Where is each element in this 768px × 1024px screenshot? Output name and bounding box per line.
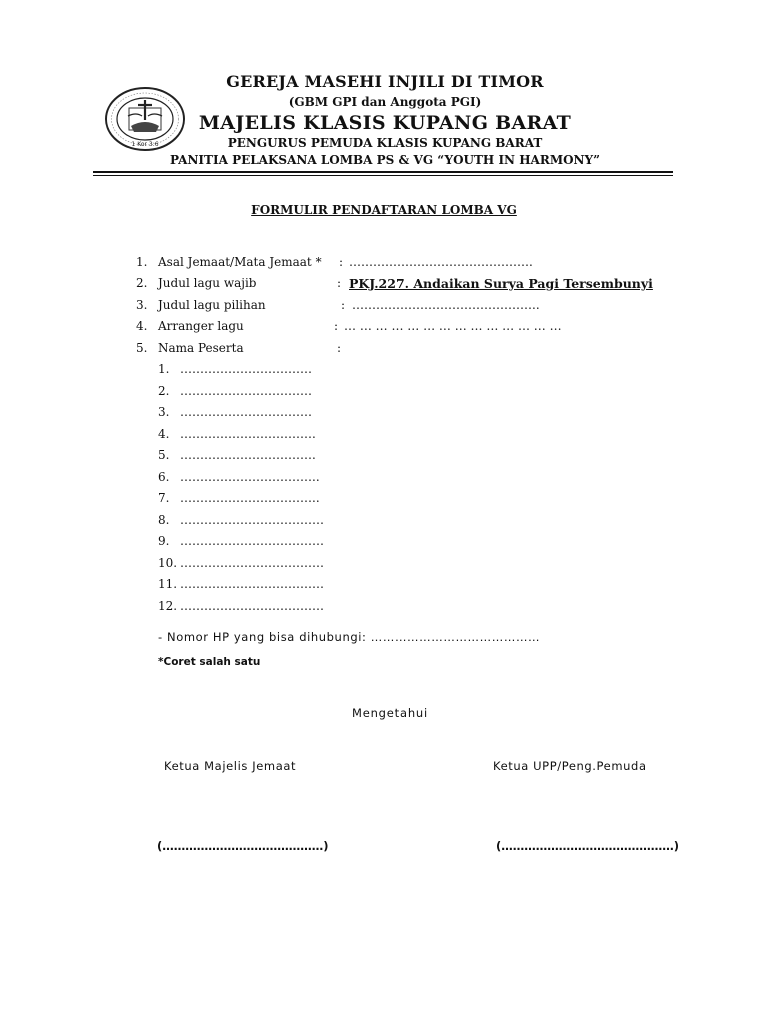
svg-text:1 Kor 3:6: 1 Kor 3:6 bbox=[131, 141, 159, 148]
field-colon: : bbox=[341, 298, 346, 312]
participant-blank[interactable]: ……………………………. bbox=[180, 448, 316, 462]
participant-item[interactable] bbox=[158, 362, 312, 376]
church-seal-logo bbox=[104, 86, 186, 152]
participant-blank[interactable]: …………………………….. bbox=[180, 491, 320, 505]
participant-item[interactable] bbox=[158, 513, 324, 527]
participant-item[interactable] bbox=[158, 384, 312, 398]
form-title: FORMULIR PENDAFTARAN LOMBA VG bbox=[251, 203, 517, 217]
letterhead-rule-thin bbox=[93, 175, 673, 176]
chosen-song-blank[interactable]: ……………………………………….. bbox=[352, 298, 540, 312]
field-number: 4. bbox=[136, 319, 148, 333]
field-number: 2. bbox=[136, 276, 148, 290]
participant-item[interactable] bbox=[158, 556, 324, 570]
field-colon: : bbox=[339, 255, 344, 269]
letterhead-rule-thick bbox=[93, 171, 673, 173]
participant-item[interactable] bbox=[158, 448, 316, 462]
church-affiliation: (GBM GPI dan Anggota PGI) bbox=[288, 95, 482, 109]
youth-board-name: PENGURUS PEMUDA KLASIS KUPANG BARAT bbox=[227, 136, 543, 150]
participant-item[interactable] bbox=[158, 405, 312, 419]
field-label: Judul lagu wajib bbox=[158, 276, 257, 290]
participant-number: 4. bbox=[158, 427, 170, 441]
participant-item[interactable] bbox=[158, 577, 324, 591]
participant-number: 6. bbox=[158, 470, 170, 484]
participant-item[interactable] bbox=[158, 534, 324, 548]
participant-number: 9. bbox=[158, 534, 170, 548]
contact-phone-field[interactable]: - Nomor HP yang bisa dihubungi: …………………………………… bbox=[158, 630, 541, 644]
acknowledgement-label: Mengetahui bbox=[352, 706, 428, 720]
strike-note: *Coret salah satu bbox=[158, 656, 261, 668]
participant-number: 7. bbox=[158, 491, 170, 505]
participant-blank[interactable]: …………………………… bbox=[180, 362, 312, 376]
field-colon: : bbox=[334, 319, 339, 333]
field-label: Judul lagu pilihan bbox=[158, 298, 266, 312]
participant-item[interactable] bbox=[158, 427, 316, 441]
field-number: 1. bbox=[136, 255, 148, 269]
mandatory-song-title: PKJ.227. Andaikan Surya Pagi Tersembunyi bbox=[349, 276, 653, 291]
participant-blank[interactable]: …………………………….. bbox=[180, 470, 320, 484]
field-colon: : bbox=[337, 341, 342, 355]
participant-number: 8. bbox=[158, 513, 170, 527]
field-number: 3. bbox=[136, 298, 148, 312]
field-label: Nama Peserta bbox=[158, 341, 244, 355]
field-label: Arranger lagu bbox=[158, 319, 244, 333]
participant-item[interactable] bbox=[158, 491, 320, 505]
classis-council-name: MAJELIS KLASIS KUPANG BARAT bbox=[198, 112, 572, 134]
participant-blank[interactable]: …………………………… bbox=[180, 405, 312, 419]
participant-blank[interactable]: ……………………………… bbox=[180, 513, 324, 527]
participant-number: 12. bbox=[158, 599, 178, 613]
participant-number: 11. bbox=[158, 577, 178, 591]
participant-blank[interactable]: ……………………………… bbox=[180, 599, 324, 613]
committee-name: PANITIA PELAKSANA LOMBA PS & VG “YOUTH IN HARMONY” bbox=[170, 153, 600, 167]
participant-blank[interactable]: ……………………………. bbox=[180, 427, 316, 441]
left-signature-line[interactable]: (……………………………………) bbox=[157, 839, 329, 853]
participant-item[interactable] bbox=[158, 599, 324, 613]
church-name: GEREJA MASEHI INJILI DI TIMOR bbox=[226, 72, 544, 91]
participant-blank[interactable]: ……………………………… bbox=[180, 577, 324, 591]
participant-blank[interactable]: ……………………………… bbox=[180, 556, 324, 570]
participant-number: 1. bbox=[158, 362, 170, 376]
participant-item[interactable] bbox=[158, 470, 320, 484]
right-signatory-title: Ketua UPP/Peng.Pemuda bbox=[493, 759, 647, 773]
field-label: Asal Jemaat/Mata Jemaat * bbox=[158, 255, 322, 269]
participant-number: 10. bbox=[158, 556, 178, 570]
field-colon: : bbox=[337, 276, 342, 290]
participant-blank[interactable]: ……………………………… bbox=[180, 534, 324, 548]
participant-number: 3. bbox=[158, 405, 170, 419]
field-number: 5. bbox=[136, 341, 148, 355]
participant-number: 2. bbox=[158, 384, 170, 398]
participant-number: 5. bbox=[158, 448, 170, 462]
church-origin-blank[interactable]: ………………………………………. bbox=[349, 255, 533, 269]
participant-blank[interactable]: …………………………… bbox=[180, 384, 312, 398]
right-signature-line[interactable]: (………………………………………) bbox=[496, 839, 680, 853]
arranger-blank[interactable]: … … … … … … … … … … … … … … bbox=[344, 319, 562, 333]
left-signatory-title: Ketua Majelis Jemaat bbox=[164, 759, 297, 773]
